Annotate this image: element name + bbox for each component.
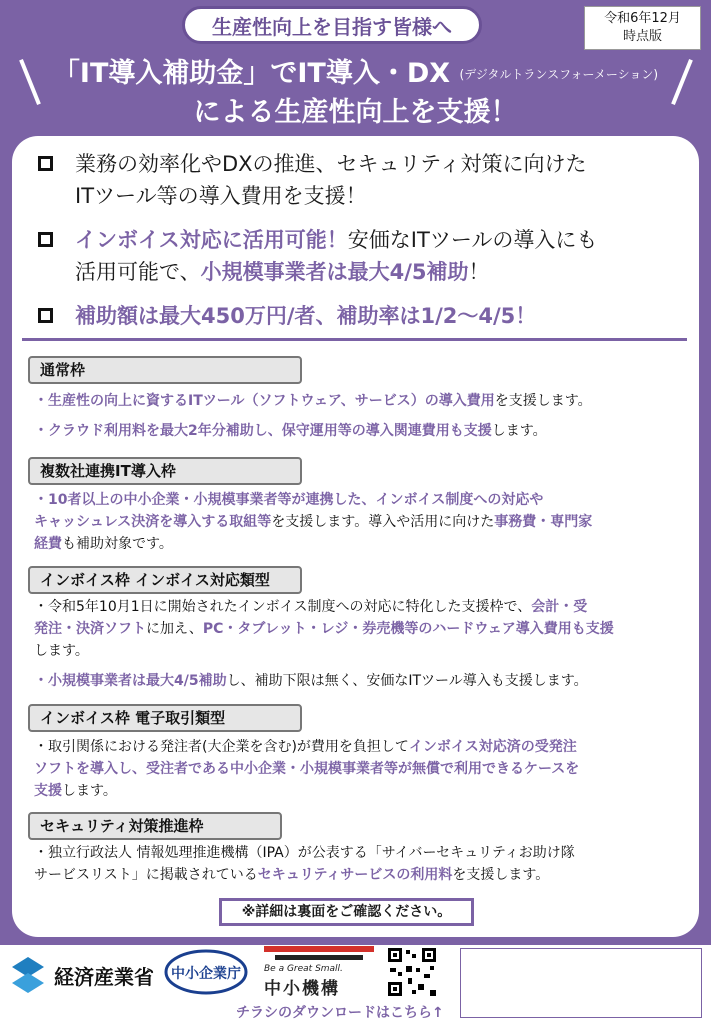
title-line1: 「IT導入補助金」でIT導入・DX	[52, 58, 451, 89]
smrj-black-bar	[275, 955, 363, 960]
section-head-multi: 複数社連携IT導入枠	[28, 457, 302, 485]
square-bullet-icon	[38, 308, 53, 323]
main-title	[0, 56, 711, 131]
bullet1-line2: ITツール等の導入費用を支援！	[75, 184, 367, 208]
section1-text-b: ・クラウド利用料を最大2年分補助し、保守運用等の導入関連費用も支援します。	[34, 423, 547, 439]
smrj-red-bar	[264, 946, 374, 952]
bullet2-highlight: インボイス対応に活用可能！	[75, 228, 348, 252]
chusho-name: 中小企業庁	[171, 966, 241, 982]
bullet2-line2-highlight: 小規模事業者は最大4/5補助	[200, 260, 469, 284]
smrj-name: 中小機構	[264, 979, 340, 999]
bullet-item-2	[38, 224, 597, 288]
chusho-logo-icon	[164, 948, 248, 996]
download-link[interactable]: チラシのダウンロードはこちら↑	[236, 1005, 444, 1021]
section5-text: ・独立行政法人 情報処理推進機構（IPA）が公表する「サイバーセキュリティお助け隊 サービスリスト」に掲載されているセキュリティサービスの利用料を支援します。	[34, 845, 575, 883]
bullet2-line2a: 活用可能で、	[75, 260, 201, 284]
audience-text: 生産性向上を目指す皆様へ	[212, 14, 452, 39]
section3-text-b: ・小規模事業者は最大4/5補助し、補助下限は無く、安価なITツール導入も支援します。	[34, 673, 588, 689]
meti-logo	[8, 955, 154, 995]
section3-text: ・令和5年10月1日に開始されたインボイス制度への対応に特化した支援枠で、会計・受 発注・決済ソフトに加え、PC・タブレット・レジ・券売機等のハードウェア導入費用も支援 します。	[34, 599, 614, 659]
smrj-tagline: Be a Great Small.	[264, 964, 343, 974]
bullet-item-1	[38, 148, 586, 212]
contact-box	[460, 948, 702, 1018]
section-head-security: セキュリティ対策推進枠	[28, 812, 282, 840]
details-note: ※詳細は裏面をご確認ください。	[219, 898, 474, 926]
bullet-item-3	[38, 300, 536, 332]
smrj-logo	[264, 946, 374, 999]
section-head-etransaction: インボイス枠 電子取引類型	[28, 704, 302, 732]
square-bullet-icon	[38, 156, 53, 171]
section4-text: ・取引関係における発注者(大企業を含む)が費用を負担してインボイス対応済の受発注 ソフトを導入し、受注者である中小企業・小規模事業者等が無償で利用できるケースを 支援します。	[34, 739, 580, 799]
bullet1-line1: 業務の効率化やDXの推進、セキュリティ対策に向けた	[75, 152, 587, 176]
meti-name: 経済産業省	[54, 964, 154, 989]
meti-mark-icon	[8, 955, 48, 995]
bullet2-rest: 安価なITツールの導入にも	[347, 228, 598, 252]
bullet2-line2b: ！	[468, 260, 490, 284]
bullet3-text: 補助額は最大450万円/者、補助率は1/2～4/5！	[75, 304, 537, 328]
section-head-normal: 通常枠	[28, 356, 302, 384]
date-line1: 令和6年12月	[604, 11, 681, 26]
qr-code-icon[interactable]	[386, 946, 438, 998]
title-line2: による生産性向上を支援！	[193, 96, 518, 128]
title-note: (デジタルトランスフォーメーション)	[459, 67, 659, 82]
date-box	[584, 6, 701, 50]
divider	[22, 338, 687, 341]
square-bullet-icon	[38, 232, 53, 247]
section-head-invoice: インボイス枠 インボイス対応類型	[28, 566, 302, 594]
section1-text-a: ・生産性の向上に資するITツール（ソフトウェア、サービス）の導入費用を支援します。	[34, 393, 592, 409]
date-line2: 時点版	[622, 29, 662, 44]
audience-pill	[182, 6, 482, 44]
section2-text: ・10者以上の中小企業・小規模事業者等が連携した、インボイス制度への対応や キャッシュレス決済を導入する取組等を支援します。導入や活用に向けた事務費・専門家 経費も補助対象です。	[34, 492, 593, 552]
